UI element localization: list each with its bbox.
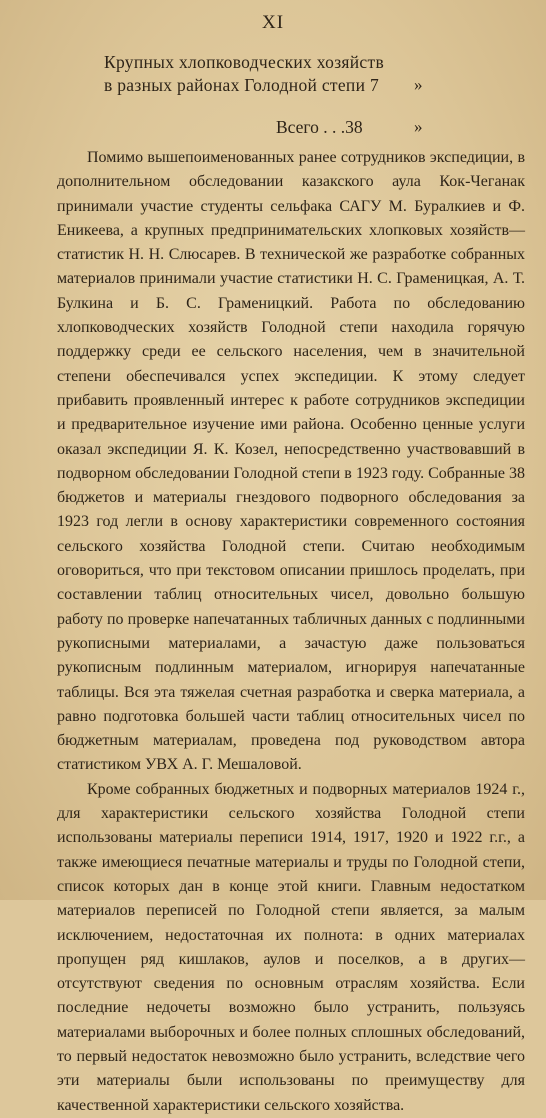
body-text <box>57 146 525 1118</box>
table-row-value: 7 <box>369 75 380 95</box>
total-value: 38 <box>345 117 363 137</box>
total-label: Всего <box>276 117 319 137</box>
total-row: Всего . . .38 <box>276 117 363 137</box>
paragraph: Помимо вышепоименованных ранее сотрудников экспедиции, в дополнительном обследовании казакского аула Кок-Чеганак принимали участие студенты сельфака САГУ М. Буралкиев и Ф. Еникеева, а крупных предпринимательских хлопковых хозяйств—статистик Н. Н. Слюсарев. В технической же разработке собранных материалов принимали участие статистики Н. С. Граменицкая, А. Т. Булкина и Б. С. Граменицкий. Работа по обследованию хлопководческих хозяйств Голодной степи находила горячую поддержку среди ее сельского населения, чем в значительной степени обеспечивался успех экспедиции. К этому следует прибавить проявленный интерес к работе сотрудников экспедиции и предварительное изучение ими района. Особенно ценные услуги оказал экспедиции Я. К. Козел, непосредственно участвовавший в подворном обследовании Голодной степи в 1923 году. Собранные 38 бюджетов и материалы гнездового подворного обследования за 1923 год легли в основу характеристики современного состояния сельского хозяйства Голодной степи. Считаю необходимым оговориться, что при текстовом описании пришлось проделать, при составлении таблиц относительных чисел, довольно большую работу по проверке напечатанных табличных данных с подлинными рукописными материалами, а зачастую даже пользоваться рукописным подлинным материалом, игнорируя напечатанные таблицы. Вся эта тяжелая счетная разработка и сверка материала, а равно подготовка большей части таблиц относительных чисел по бюджетным материалам, проведена под руководством автора статистиком УВХ А. Г. Мешаловой. <box>57 149 525 774</box>
table-row-label <box>104 75 379 96</box>
ditto-mark: » <box>414 117 423 136</box>
paragraph: Кроме собранных бюджетных и подворных материалов 1924 г., для характеристики сельского хозяйства Голодной степи использованы материалы переписи 1914, 1917, 1920 и 1922 г.г., а также имеющиеся печатные материалы и труды по Голодной степи, список которых дан в конце этой книги. Главным недостатком материалов переписей по Голодной степи является, за малым исключением, недостаточная их полнота: в одних материалах пропущен ряд кишлаков, аулов и поселков, а в других—отсутствуют сведения по основным отраслям хозяйства. Если последние недочеты возможно было устранить, пользуясь материалами выборочных и более полных сплошных обследований, то первый недостаток невозможно было устранить, вследствие чего эти материалы были использованы по преимуществу для качественной характеристики сельского хозяйства. <box>57 780 525 1114</box>
table-row-text: в разных районах Голодной степи <box>104 75 366 95</box>
page-number: XI <box>261 12 285 33</box>
ditto-mark: » <box>414 75 423 94</box>
table-row-label: Крупных хлопководческих хозяйств <box>104 52 385 72</box>
